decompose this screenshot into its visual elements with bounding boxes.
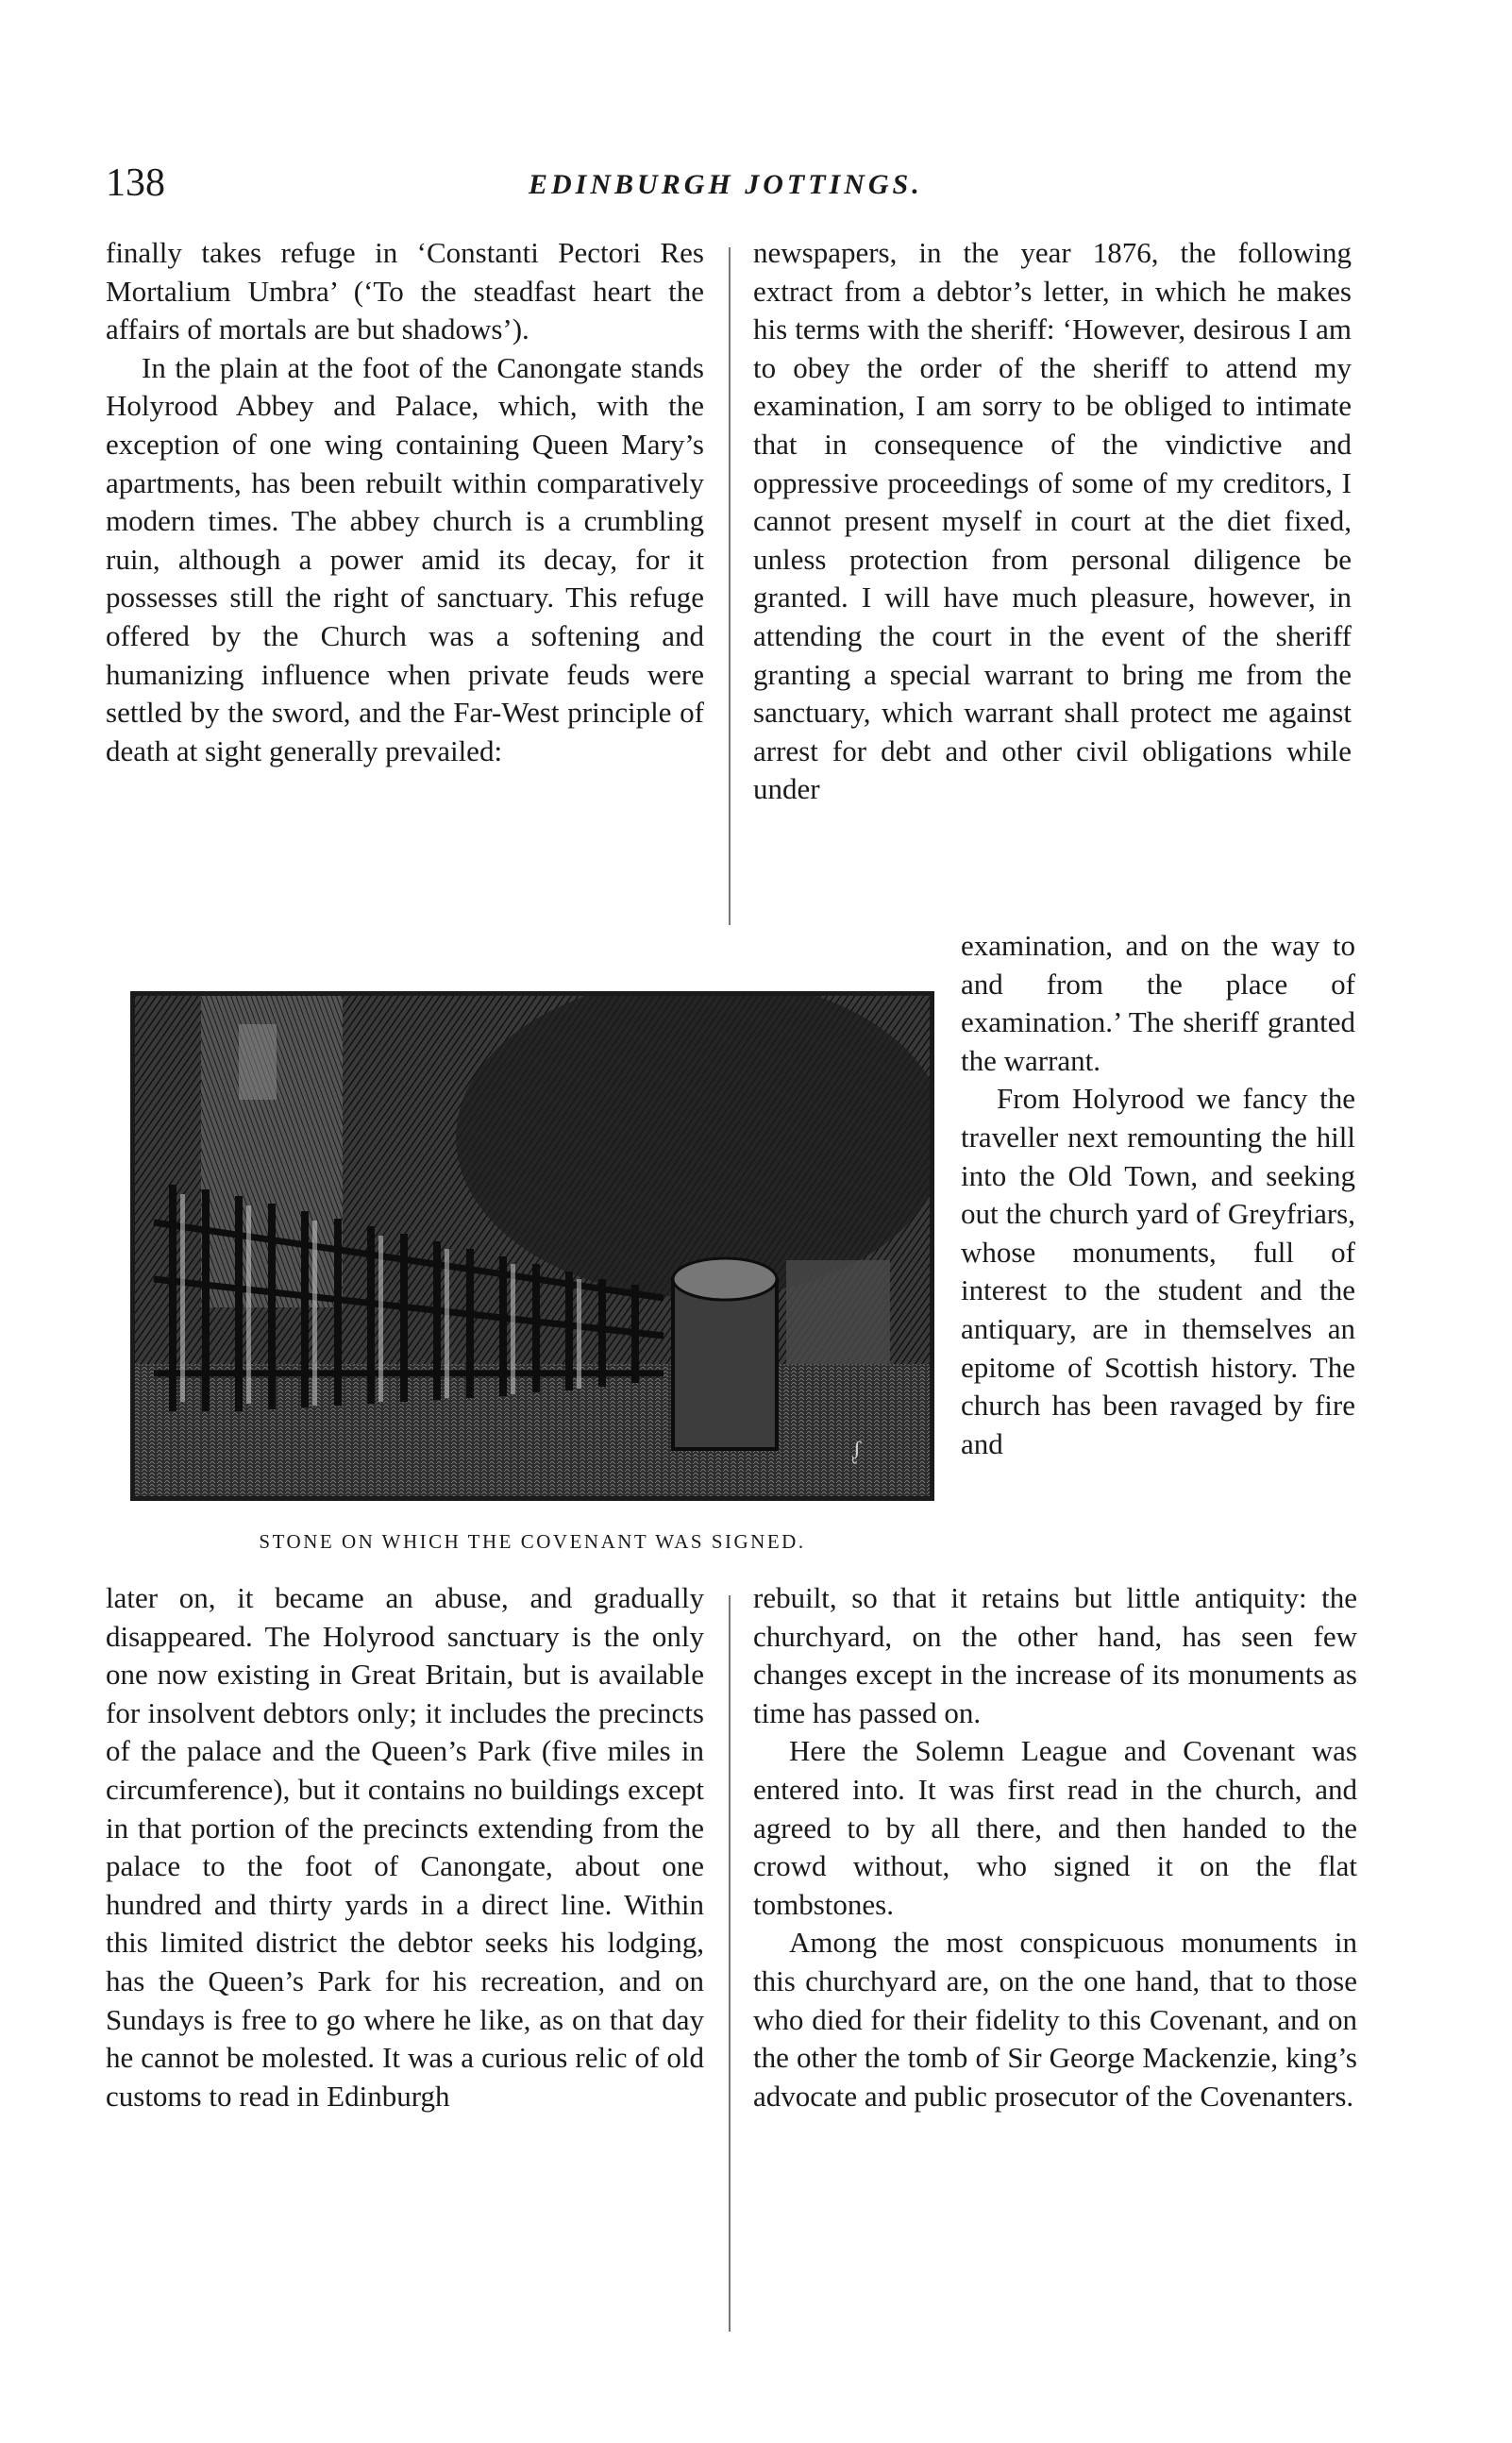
- monument-stone: [673, 1279, 777, 1449]
- column-rule: [729, 247, 731, 925]
- paragraph: In the plain at the foot of the Canongate stands Holyrood Abbey and Palace, which, with the exception of one wing containing Queen Mary’s apartments, has been rebuilt within comparatively modern times. The abbey church is a crumbling ruin, although a power amid its decay, for it possesses still the right of sanctuary. This refuge offered by the Church was a softening and humanizing influence when private feuds were settled by the sword, and the Far-West principle of death at sight generally prevailed:: [106, 350, 704, 767]
- column-rule: [729, 1595, 731, 2332]
- paragraph: Here the Solemn League and Covenant was entered into. It was first read in the church, and agreed to by all there, and then handed to the crowd without, who signed it on the flat tombstones.: [753, 1734, 1357, 1921]
- covenant-stone-engraving: [130, 991, 934, 1501]
- running-title: EDINBURGH JOTTINGS.: [529, 169, 923, 200]
- illustration-caption: STONE ON WHICH THE COVENANT WAS SIGNED.: [259, 1530, 806, 1553]
- left-column-top: [106, 234, 704, 770]
- engraving-image: [135, 996, 930, 1496]
- paragraph: finally takes refuge in ‘Constanti Pectori Res Mortalium Umbra’ (‘To the steadfast heart the affairs of mortals are but shadows’).: [106, 236, 704, 346]
- paragraph: later on, it became an abuse, and gradually disappeared. The Holyrood sanctuary is the only one now existing in Great Britain, but is available for insolvent debtors only; it includes the precincts of the palace and the Queen’s Park (five miles in circumference), but it contains no buildings except in that portion of the precincts extending from the palace to the foot of Canongate, about one hundred and thirty yards in a direct line. Within this limited district the debtor seeks his lodging, has the Queen’s Park for his recreation, and on Sundays is free to go where he like, as on that day he cannot be molested. It was a curious relic of old customs to read in Edinburgh: [106, 1581, 704, 2113]
- paragraph: Among the most conspicuous monuments in this churchyard are, on the one hand, that to those who died for their fidelity to this Covenant, and on the other the tomb of Sir George Mackenzie, king’s advocate and public prosecutor of the Covenanters.: [753, 1926, 1357, 2113]
- right-column-wrap: [961, 927, 1355, 1463]
- svg-text:ᶘ: ᶘ: [852, 1437, 864, 1464]
- paragraph: rebuilt, so that it retains but little antiquity: the churchyard, on the other hand, has seen few changes except in the increase of its monuments as time has passed on.: [753, 1581, 1357, 1729]
- page-number: 138: [106, 161, 165, 205]
- paragraph: From Holyrood we fancy the traveller next remounting the hill into the Old Town, and seeking out the church yard of Greyfriars, whose monuments, full of interest to the student and the antiquary, are in themselves an epitome of Scottish history. The church has been ravaged by fire and: [961, 1082, 1355, 1460]
- right-column-bottom: [753, 1579, 1357, 2115]
- right-column-top: [753, 234, 1352, 809]
- paragraph: newspapers, in the year 1876, the following extract from a debtor’s letter, in which he makes his terms with the sheriff: ‘However, desirous I am to obey the order of the sheriff to attend my examination, I am sorry to be obliged to intimate that in consequence of the vindictive and oppressive proceedings of some of my creditors, I cannot present myself in court at the diet fixed, unless protection from personal diligence be granted. I will have much pleasure, however, in attending the court in the event of the sheriff granting a special warrant to bring me from the sanctuary, which warrant shall protect me against arrest for debt and other civil obligations while under: [753, 236, 1352, 806]
- left-column-bottom: [106, 1579, 704, 2115]
- paragraph: examination, and on the way to and from the place of examination.’ The sheriff granted the warrant.: [961, 929, 1355, 1077]
